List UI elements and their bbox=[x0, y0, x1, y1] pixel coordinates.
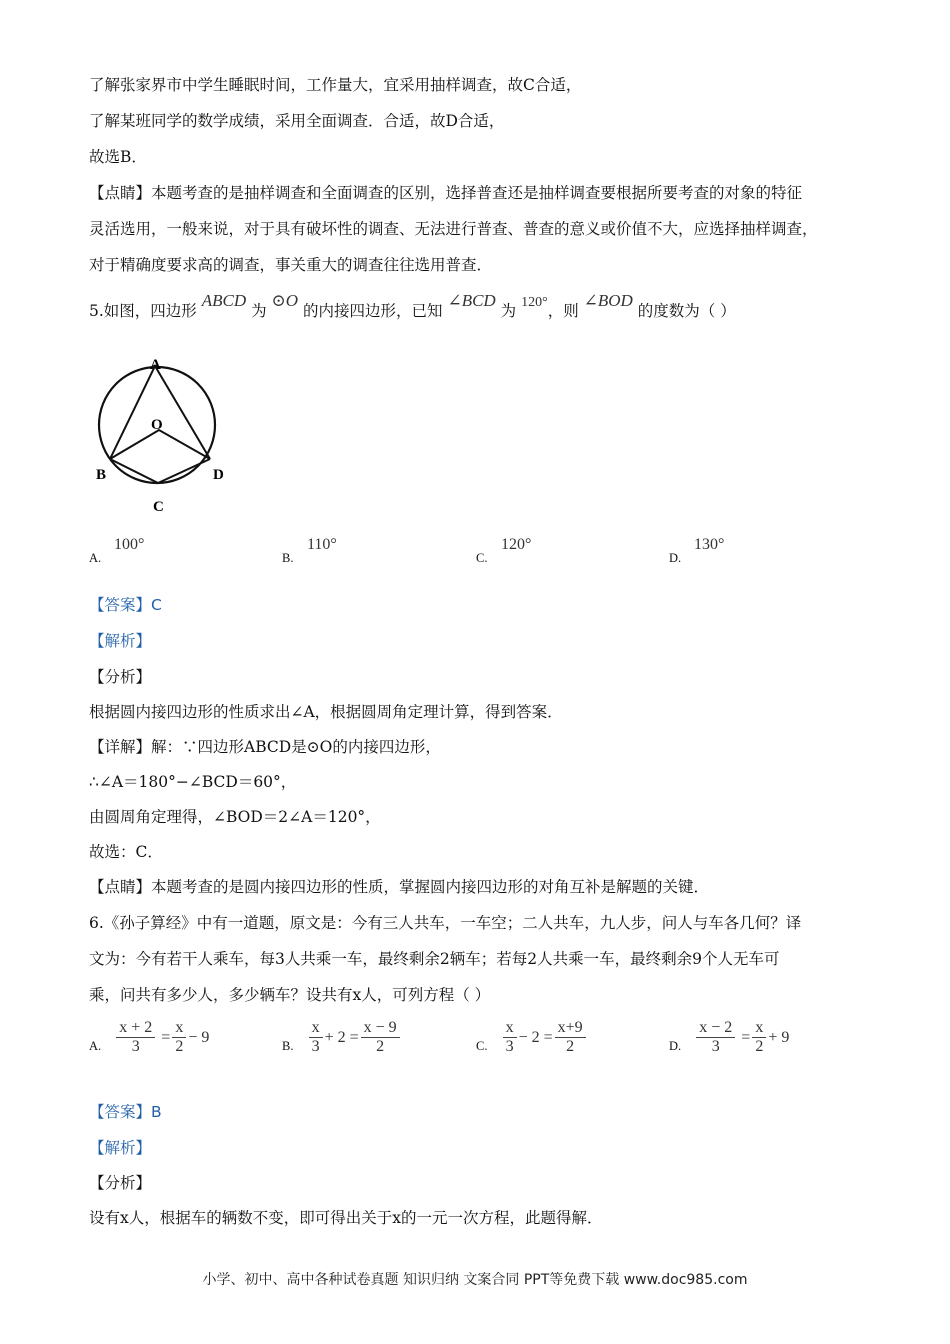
fraction: $\frac{x}{2}$ bbox=[172, 1019, 186, 1056]
q5-option-c-label: C. bbox=[476, 551, 488, 565]
q5-detail-line: 故选：C． bbox=[89, 843, 163, 861]
q5-detail-line: 【详解】解：∵四边形ABCD是⊙O的内接四边形， bbox=[89, 738, 441, 756]
q6-fenxi-tag: 【分析】 bbox=[89, 1174, 152, 1192]
fraction: $\frac{x - 2}{3}$ bbox=[696, 1019, 735, 1056]
q6-stem-line: 乘，问共有多少人，多少辆车？设共有x人，可列方程（ ） bbox=[89, 986, 491, 1004]
comment-line: 【点睛】本题考查的是抽样调查和全面调查的区别，选择普查还是抽样调查要根据所要考查的对象的特征 bbox=[89, 184, 803, 202]
q5-option-c-value: 120° bbox=[501, 536, 532, 553]
q5-comment: 【点睛】本题考查的是圆内接四边形的性质，掌握圆内接四边形的对角互补是解题的关键． bbox=[89, 878, 710, 896]
fraction: $\frac{x - 9}{2}$ bbox=[361, 1019, 400, 1056]
q5-number: 5. bbox=[89, 302, 104, 320]
label-o: O bbox=[151, 417, 163, 433]
q5-math-circle-o: ⊙O bbox=[271, 291, 299, 310]
q5-math-angle-bcd: ∠BCD bbox=[447, 291, 496, 310]
q5-option-a-label: A. bbox=[89, 551, 102, 565]
fraction: $\frac{x}{3}$ bbox=[503, 1019, 517, 1056]
text-line: 故选B． bbox=[89, 148, 147, 166]
page-footer: 小学、初中、高中各种试卷真题 知识归纳 文案合同 PPT等免费下载 www.doc985.com bbox=[202, 1272, 748, 1288]
q5-fenxi: 根据圆内接四边形的性质求出∠A，根据圆周角定理计算，得到答案． bbox=[89, 703, 563, 721]
answer-value: C bbox=[151, 596, 162, 614]
q5-answer bbox=[89, 594, 162, 616]
q5-detail-line: 由圆周角定理得，∠BOD＝2∠A＝120°， bbox=[89, 808, 381, 826]
label-b: B bbox=[96, 467, 107, 483]
q6-option-c: $_{C.}$ $\frac{x}{3}$ − 2 = $\frac{x+9}{2}$ bbox=[476, 1019, 590, 1069]
q5-text: 为 bbox=[500, 302, 517, 320]
q5-fenxi-tag: 【分析】 bbox=[89, 668, 152, 686]
q5-text: 的内接四边形，已知 bbox=[303, 302, 443, 320]
comment-line: 灵活选用，一般来说，对于具有破坏性的调查、无法进行普查、普查的意义或价值不大，应选择抽样调查， bbox=[89, 220, 818, 238]
fraction: $\frac{x + 2}{3}$ bbox=[116, 1019, 155, 1056]
side-bc-cd bbox=[110, 459, 210, 483]
q5-figure-circle-quadrilateral bbox=[88, 350, 248, 520]
q5-option-b-value: 110° bbox=[307, 536, 337, 553]
option-label: C. bbox=[476, 1039, 488, 1053]
q5-option-d-value: 130° bbox=[694, 536, 725, 553]
q5-stem bbox=[89, 291, 736, 324]
q6-stem-line: 6.《孙子算经》中有一道题，原文是：今有三人共车，一车空；二人共车，九人步，问人与车各几何？译 bbox=[89, 914, 802, 932]
q5-option-a-value: 100° bbox=[114, 536, 145, 553]
q5-text: 如图，四边形 bbox=[103, 302, 197, 320]
option-label: B. bbox=[282, 1039, 294, 1053]
option-label: A. bbox=[89, 1039, 102, 1053]
q5-option-d-label: D. bbox=[669, 551, 682, 565]
fraction: $\frac{x+9}{2}$ bbox=[555, 1019, 586, 1056]
fraction: $\frac{x}{2}$ bbox=[752, 1019, 766, 1056]
q5-math-abcd: ABCD bbox=[201, 291, 247, 310]
q5-math-120: 120° bbox=[521, 295, 548, 310]
comment-line: 对于精确度要求高的调查，事关重大的调查往往选用普查． bbox=[89, 256, 493, 274]
q6-fenxi: 设有x人，根据车的辆数不变，即可得出关于x的一元一次方程，此题得解． bbox=[89, 1209, 603, 1227]
q5-text: 的度数为（ ） bbox=[637, 302, 736, 320]
q6-option-a: $_{A.}$ $\frac{x + 2}{3}$ = $\frac{x}{2}$ − 9 bbox=[89, 1019, 210, 1055]
q5-text: 为 bbox=[251, 302, 267, 320]
option-label: D. bbox=[669, 1039, 682, 1053]
answer-tag: 【答案】 bbox=[89, 596, 152, 614]
q5-text: ，则 bbox=[547, 302, 579, 320]
q6-answer bbox=[89, 1101, 162, 1123]
q5-option-b-label: B. bbox=[282, 551, 294, 565]
q6-stem-line: 文为：今有若干人乘车，每3人共乘一车，最终剩余2辆车；若每2人共乘一车，最终剩余9个人无车可 bbox=[89, 950, 780, 968]
q6-analysis-tag: 【解析】 bbox=[89, 1139, 152, 1157]
q5-detail-line: ∴∠A＝180°−∠BCD＝60°， bbox=[89, 773, 297, 791]
q6-option-d: $_{D.}$ $\frac{x - 2}{3}$ = $\frac{x}{2}$ + 9 bbox=[669, 1019, 790, 1055]
q6-option-b: $_{B.}$ $\frac{x}{3}$ + 2 = $\frac{x - 9}{2}$ bbox=[282, 1019, 404, 1069]
answer-tag: 【答案】 bbox=[89, 1103, 152, 1121]
label-a: A bbox=[150, 357, 161, 373]
text-line: 了解某班同学的数学成绩，采用全面调查．合适，故D合适， bbox=[89, 112, 505, 130]
q5-math-angle-bod: ∠BOD bbox=[583, 291, 633, 310]
label-d: D bbox=[213, 467, 224, 483]
answer-value: B bbox=[151, 1103, 162, 1121]
text-line: 了解张家界市中学生睡眠时间，工作量大，宜采用抽样调查，故C合适， bbox=[89, 76, 582, 94]
q5-analysis-tag: 【解析】 bbox=[89, 632, 152, 650]
fraction: $\frac{x}{3}$ bbox=[309, 1019, 323, 1056]
label-c: C bbox=[153, 499, 164, 515]
